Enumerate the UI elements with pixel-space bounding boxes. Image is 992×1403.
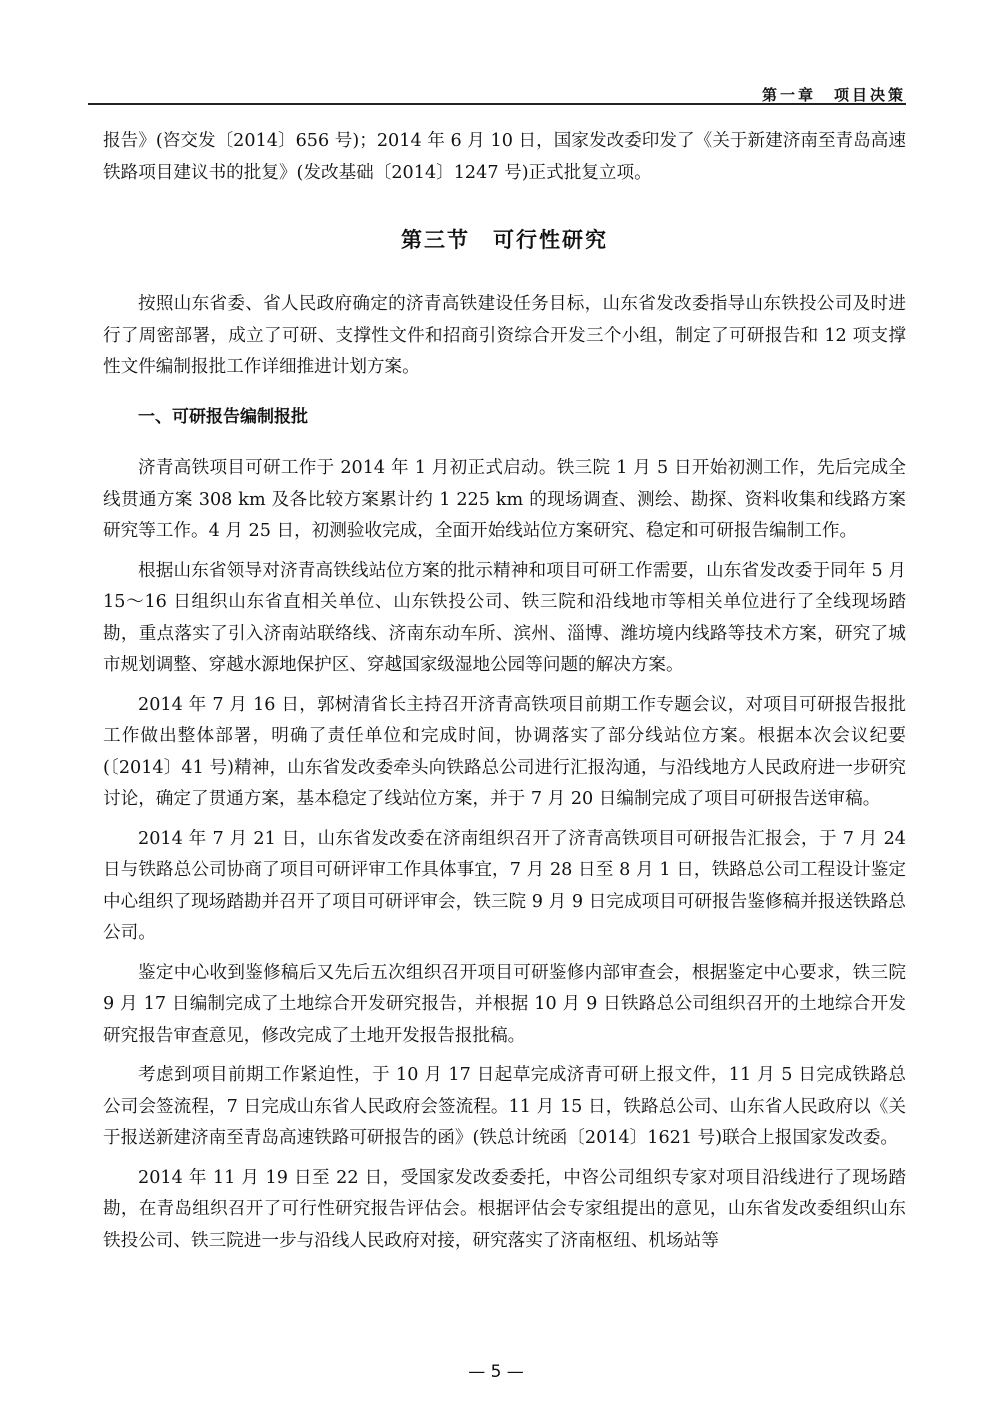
body-paragraph: 济青高铁项目可研工作于 2014 年 1 月初正式启动。铁三院 1 月 5 日开始初测工作，先后完成全线贯通方案 308 km 及各比较方案累计约 1 225 km 的现场调查、测绘、勘探、资料收集和线路方案研究等工作。4 月 25 日，初测验收完成，全面开始线站位方案研究、稳定和可研报告编制工作。 xyxy=(103,458,906,541)
body-paragraph: 考虑到项目前期工作紧迫性，于 10 月 17 日起草完成济青可研上报文件，11 月 5 日完成铁路总公司会签流程，7 日完成山东省人民政府会签流程。11 月 15 日，铁路总公司、山东省人民政府以《关于报送新建济南至青岛高速铁路可研报告的函》(铁总计统函〔2014〕1621 号)联合上报国家发改委。 xyxy=(103,1065,906,1148)
page-body xyxy=(103,126,906,1265)
body-paragraph: 鉴定中心收到鉴修稿后又先后五次组织召开项目可研鉴修内部审查会，根据鉴定中心要求，铁三院 9 月 17 日编制完成了土地综合开发研究报告，并根据 10 月 9 日铁路总公司组织召开的土地综合开发研究报告审查意见，修改完成了土地开发报告报批稿。 xyxy=(103,962,906,1046)
subheading: 一、可研报告编制报批 xyxy=(138,406,308,427)
section-intro: 按照山东省委、省人民政府确定的济青高铁建设任务目标，山东省发改委指导山东铁投公司及时进行了周密部署，成立了可研、支撑性文件和招商引资综合开发三个小组，制定了可研报告和 12 项支撑性文件编制报批工作详细推进计划方案。 xyxy=(103,294,906,377)
body-paragraph: 根据山东省领导对济青高铁线站位方案的批示精神和项目可研工作需要，山东省发改委于同年 5 月 15～16 日组织山东省直相关单位、山东铁投公司、铁三院和沿线地市等相关单位进行了全线现场踏勘，重点落实了引入济南站联络线、济南东动车所、滨州、淄博、潍坊境内线路等技术方案，研究了城市规划调整、穿越水源地保护区、穿越国家级湿地公园等问题的解决方案。 xyxy=(103,560,906,675)
section-title: 第三节 可行性研究 xyxy=(401,228,608,252)
body-paragraph: 2014 年 11 月 19 日至 22 日，受国家发改委委托，中咨公司组织专家对项目沿线进行了现场踏勘，在青岛组织召开了可行性研究报告评估会。根据评估会专家组提出的意见，山东省发改委组织山东铁投公司、铁三院进一步与沿线人民政府对接，研究落实了济南枢纽、机场站等 xyxy=(103,1167,906,1251)
continued-paragraph: 报告》(咨交发〔2014〕656 号)；2014 年 6 月 10 日，国家发改委印发了《关于新建济南至青岛高速铁路项目建议书的批复》(发改基础〔2014〕1247 号)正式批复立项。 xyxy=(103,131,906,183)
header-rule xyxy=(88,103,906,105)
page-number: — 5 — xyxy=(468,1362,524,1382)
running-header: 第一章 项目决策 xyxy=(761,86,906,104)
body-paragraph: 2014 年 7 月 16 日，郭树清省长主持召开济青高铁项目前期工作专题会议，对项目可研报告报批工作做出整体部署，明确了责任单位和完成时间，协调落实了部分线站位方案。根据本次会议纪要(〔2014〕41 号)精神，山东省发改委牵头向铁路总公司进行汇报沟通，与沿线地方人民政府进一步研究讨论，确定了贯通方案，基本稳定了线站位方案，并于 7 月 20 日编制完成了项目可研报告送审稿。 xyxy=(103,694,906,809)
body-paragraph: 2014 年 7 月 21 日，山东省发改委在济南组织召开了济青高铁项目可研报告汇报会，于 7 月 24 日与铁路总公司协商了项目可研评审工作具体事宜，7 月 28 日至 8 月 1 日，铁路总公司工程设计鉴定中心组织了现场踏勘并召开了项目可研评审会，铁三院 9 月 9 日完成项目可研报告鉴修稿并报送铁路总公司。 xyxy=(103,828,906,943)
